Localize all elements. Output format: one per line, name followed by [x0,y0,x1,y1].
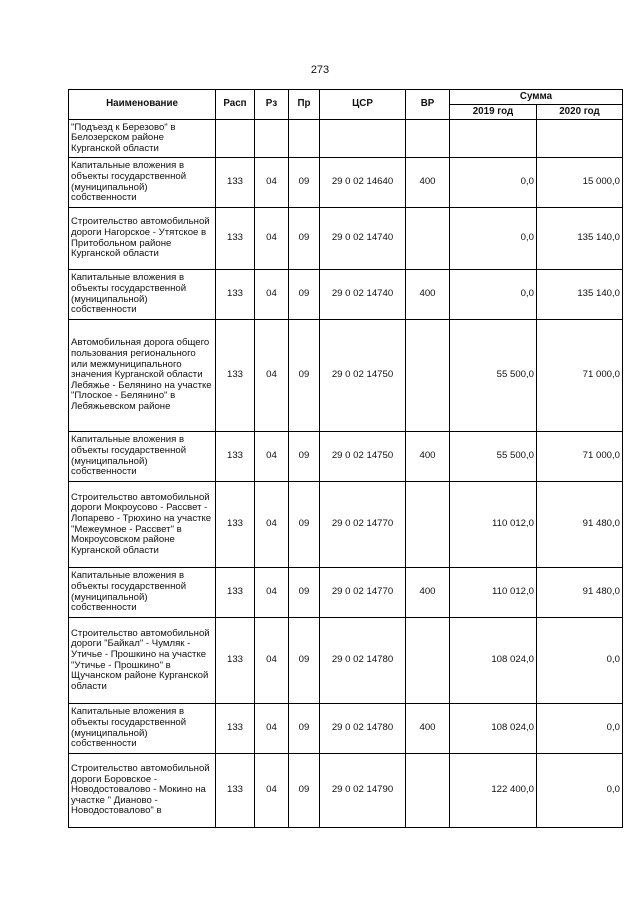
row-vr: 400 [406,270,450,320]
row-name: Строительство автомобильной дороги Мокроусово - Рассвет - Лопарево - Трюхино на участке "Межеумное - Рассвет" в Мокроусовском районе Курганской области [69,482,216,568]
row-2020: 135 140,0 [537,208,623,270]
row-csr: 29 0 02 14740 [320,270,406,320]
row-rasp: 133 [216,754,255,828]
row-rz: 04 [255,568,289,618]
header-rz: Рз [255,90,289,120]
row-vr [406,618,450,704]
row-2020: 71 000,0 [537,432,623,482]
row-csr: 29 0 02 14750 [320,432,406,482]
row-pr: 09 [289,432,320,482]
row-name: Автомобильная дорога общего пользования регионального или межмуниципального значения Курганской области Лебяжье - Белянино на участке "Плоское - Белянино" в Лебяжьевском районе [69,320,216,432]
row-vr [406,482,450,568]
row-name: Капитальные вложения в объекты государственной (муниципальной) собственности [69,158,216,208]
row-csr: 29 0 02 14790 [320,754,406,828]
table-row [69,568,623,618]
table-row [69,704,623,754]
row-vr: 400 [406,568,450,618]
row-pr: 09 [289,158,320,208]
row-vr [406,120,450,158]
row-pr [289,120,320,158]
row-rasp: 133 [216,270,255,320]
row-rz: 04 [255,618,289,704]
row-rasp: 133 [216,482,255,568]
row-csr: 29 0 02 14770 [320,482,406,568]
row-rasp: 133 [216,704,255,754]
row-pr: 09 [289,208,320,270]
row-name: Строительство автомобильной дороги "Байкал" - Чумляк - Утичье - Прошкино на участке "Утичье - Прошкино" в Щучанском районе Курганской области [69,618,216,704]
header-2019: 2019 год [450,105,537,120]
row-vr [406,320,450,432]
row-pr: 09 [289,270,320,320]
table-row [69,208,623,270]
row-rasp: 133 [216,618,255,704]
row-name: Капитальные вложения в объекты государственной (муниципальной) собственности [69,704,216,754]
table-row [69,432,623,482]
row-rz: 04 [255,158,289,208]
page-number: 273 [310,64,330,76]
header-sum: Сумма [450,90,623,105]
table-row [69,158,623,208]
table-header [69,90,623,120]
row-2020: 15 000,0 [537,158,623,208]
row-rasp: 133 [216,432,255,482]
row-vr: 400 [406,704,450,754]
row-2019: 55 500,0 [450,432,537,482]
table-row [69,320,623,432]
row-csr: 29 0 02 14640 [320,158,406,208]
row-2020 [537,120,623,158]
row-pr: 09 [289,704,320,754]
row-name: Капитальные вложения в объекты государственной (муниципальной) собственности [69,270,216,320]
row-name: Строительство автомобильной дороги Нагорское - Утятское в Притобольном районе Курганской области [69,208,216,270]
table-body [69,120,623,828]
row-rz: 04 [255,270,289,320]
row-name: "Подъезд к Березово" в Белозерском районе Курганской области [69,120,216,158]
row-2020: 0,0 [537,704,623,754]
row-csr: 29 0 02 14740 [320,208,406,270]
row-2019: 108 024,0 [450,704,537,754]
row-2019: 110 012,0 [450,568,537,618]
row-vr: 400 [406,158,450,208]
row-csr: 29 0 02 14770 [320,568,406,618]
row-rasp: 133 [216,320,255,432]
header-2020: 2020 год [537,105,623,120]
row-2020: 135 140,0 [537,270,623,320]
row-rz: 04 [255,208,289,270]
row-2019: 122 400,0 [450,754,537,828]
row-rasp: 133 [216,568,255,618]
row-rasp: 133 [216,158,255,208]
row-pr: 09 [289,320,320,432]
table-row [69,270,623,320]
row-2020: 0,0 [537,754,623,828]
row-pr: 09 [289,482,320,568]
row-2019: 0,0 [450,158,537,208]
row-rasp [216,120,255,158]
table-row [69,482,623,568]
row-pr: 09 [289,568,320,618]
row-2020: 91 480,0 [537,568,623,618]
row-2019: 55 500,0 [450,320,537,432]
table-row [69,120,623,158]
row-rasp: 133 [216,208,255,270]
row-rz: 04 [255,432,289,482]
row-name: Капитальные вложения в объекты государственной (муниципальной) собственности [69,568,216,618]
table-row [69,618,623,704]
row-rz: 04 [255,754,289,828]
row-pr: 09 [289,618,320,704]
row-2019: 0,0 [450,270,537,320]
row-csr [320,120,406,158]
row-pr: 09 [289,754,320,828]
row-csr: 29 0 02 14750 [320,320,406,432]
row-name: Строительство автомобильной дороги Боровское - Новодостовалово - Мокино на участке " Дианово - Новодостовалово" в [69,754,216,828]
row-csr: 29 0 02 14780 [320,618,406,704]
header-pr: Пр [289,90,320,120]
row-2019: 108 024,0 [450,618,537,704]
row-vr: 400 [406,432,450,482]
row-csr: 29 0 02 14780 [320,704,406,754]
row-2019 [450,120,537,158]
row-rz: 04 [255,482,289,568]
row-rz: 04 [255,320,289,432]
table-row [69,754,623,828]
row-2020: 71 000,0 [537,320,623,432]
header-csr: ЦСР [320,90,406,120]
row-name: Капитальные вложения в объекты государственной (муниципальной) собственности [69,432,216,482]
header-name: Наименование [69,90,216,120]
row-2020: 0,0 [537,618,623,704]
row-2019: 110 012,0 [450,482,537,568]
row-2020: 91 480,0 [537,482,623,568]
header-vr: ВР [406,90,450,120]
row-vr [406,754,450,828]
row-2019: 0,0 [450,208,537,270]
row-rz: 04 [255,704,289,754]
row-vr [406,208,450,270]
row-rz [255,120,289,158]
budget-table [68,89,623,828]
header-rasp: Расп [216,90,255,120]
